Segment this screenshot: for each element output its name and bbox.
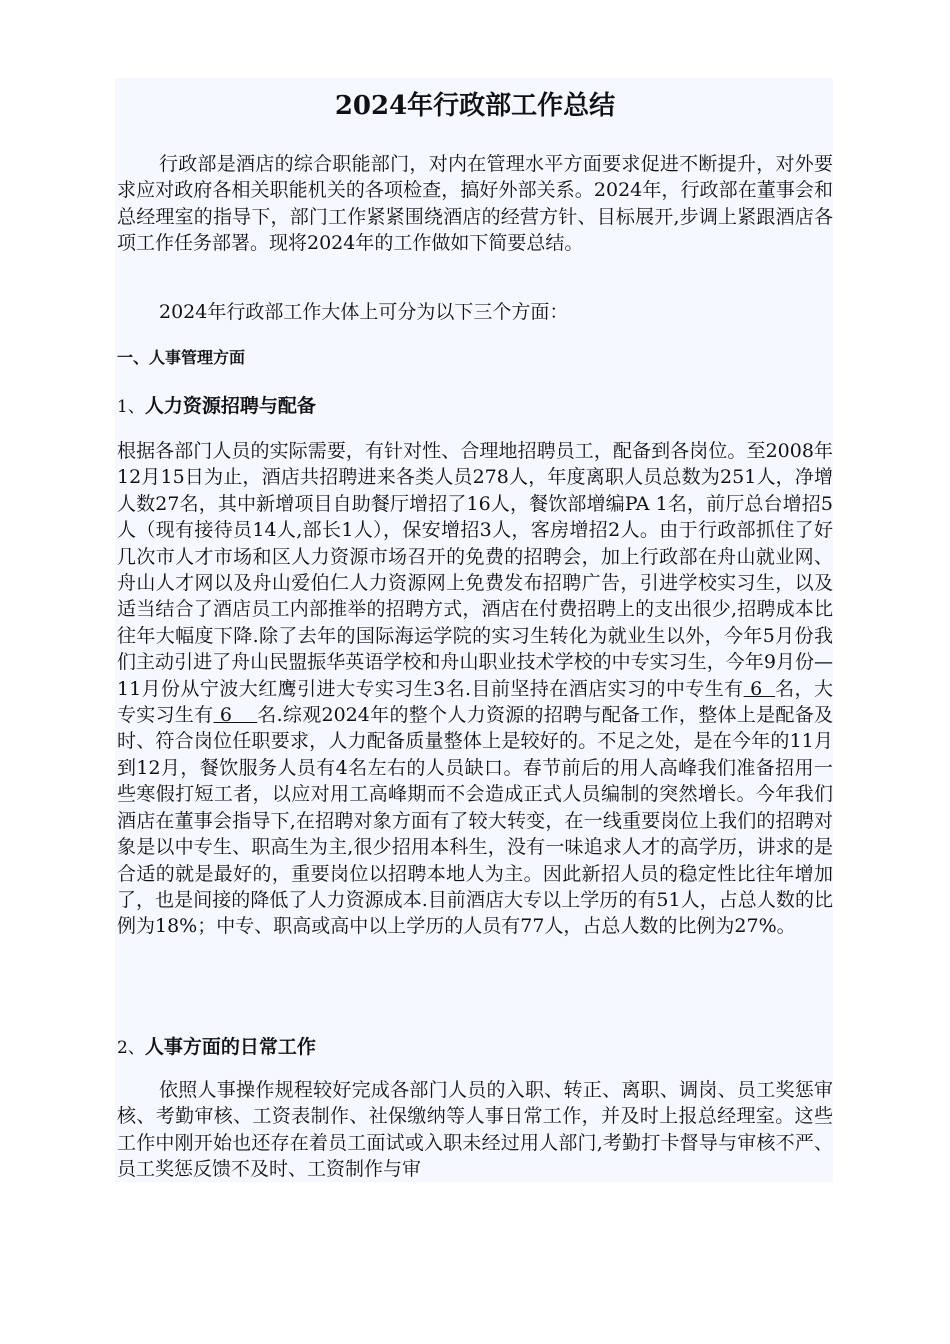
subsection-title: 人事方面的日常工作 (144, 1036, 316, 1058)
subsection-number: 1、 (117, 397, 145, 417)
intern-count-blank-2: 6 (213, 704, 258, 727)
subsection-heading-recruitment (117, 393, 316, 420)
subsection-title: 人力资源招聘与配备 (144, 395, 316, 417)
recruitment-text-part-1: 根据各部门人员的实际需要，有针对性、合理地招聘员工，配备到各岗位。至2008年12月15日为止，酒店共招聘进来各类人员278人，年度离职人员总数为251人，净增人数27名，其中新增项目自助餐厅增招了16人，餐饮部增编PA 1名，前厅总台增招5人（现有接待员14人,部长1人），保安增招3人，客房增招2人。由于行政部抓住了好几次市人才市场和区人力资源市场召开的免费的招聘会，加上行政部在舟山就业网、舟山人才网以及舟山爱伯仁人力资源网上免费发布招聘广告，引进学校实习生，以及适当结合了酒店员工内部推举的招聘方式，酒店在付费招聘上的支出很少,招聘成本比往年大幅度下降.除了去年的国际海运学院的实习生转化为就业生以外，今年5月份我们主动引进了舟山民盟振华英语学校和舟山职业技术学校的中专实习生，今年9月份—11月份从宁波大红鹰引进大专实习生3名.目前坚持在酒店实习的中专生有 (117, 440, 833, 700)
recruitment-text-part-2: 名，大专实习生有 (117, 677, 833, 727)
intern-count-blank-1: 6 (743, 677, 776, 700)
section-heading-personnel: 一、人事管理方面 (117, 348, 246, 367)
document-title: 2024年行政部工作总结 (334, 91, 616, 121)
daily-work-paragraph: 依照人事操作规程较好完成各部门人员的入职、转正、离职、调岗、员工奖惩审核、考勤审核、工资表制作、社保缴纳等人事日常工作，并及时上报总经理室。这些工作中刚开始也还存在着员工面试或入职未经过用人部门,考勤打卡督导与审核不严、员工奖惩反馈不及时、工资制作与审 (117, 1079, 833, 1181)
overview-paragraph: 2024年行政部工作大体上可分为以下三个方面： (159, 301, 569, 323)
subsection-number: 2、 (117, 1038, 145, 1058)
subsection-heading-daily-work (117, 1034, 316, 1061)
intro-paragraph: 行政部是酒店的综合职能部门，对内在管理水平方面要求促进不断提升，对外要求应对政府各相关职能机关的各项检查，搞好外部关系。2024年，行政部在董事会和总经理室的指导下，部门工作紧紧围绕酒店的经营方针、目标展开,步调上紧跟酒店各项工作任务部署。现将2024年的工作做如下简要总结。 (117, 153, 833, 255)
recruitment-paragraph (117, 438, 833, 940)
recruitment-text-part-3: 名.综观2024年的整个人力资源的招聘与配备工作，整体上是配备及时、符合岗位任职要求，人力配备质量整体上是较好的。不足之处，是在今年的11月到12月，餐饮服务人员有4名左右的人员缺口。春节前后的用人高峰我们准备招用一些寒假打短工者，以应对用工高峰期而不会造成正式人员编制的突然增长。今年我们酒店在董事会指导下,在招聘对象方面有了较大转变，在一线重要岗位上我们的招聘对象是以中专生、职高生为主,很少招用本科生，没有一味追求人才的高学历，讲求的是合适的就是最好的，重要岗位以招聘本地人为主。因此新招人员的稳定性比往年增加了，也是间接的降低了人力资源成本.目前酒店大专以上学历的有51人，占总人数的比例为18%；中专、职高或高中以上学历的人员有77人，占总人数的比例为27%。 (117, 704, 833, 938)
